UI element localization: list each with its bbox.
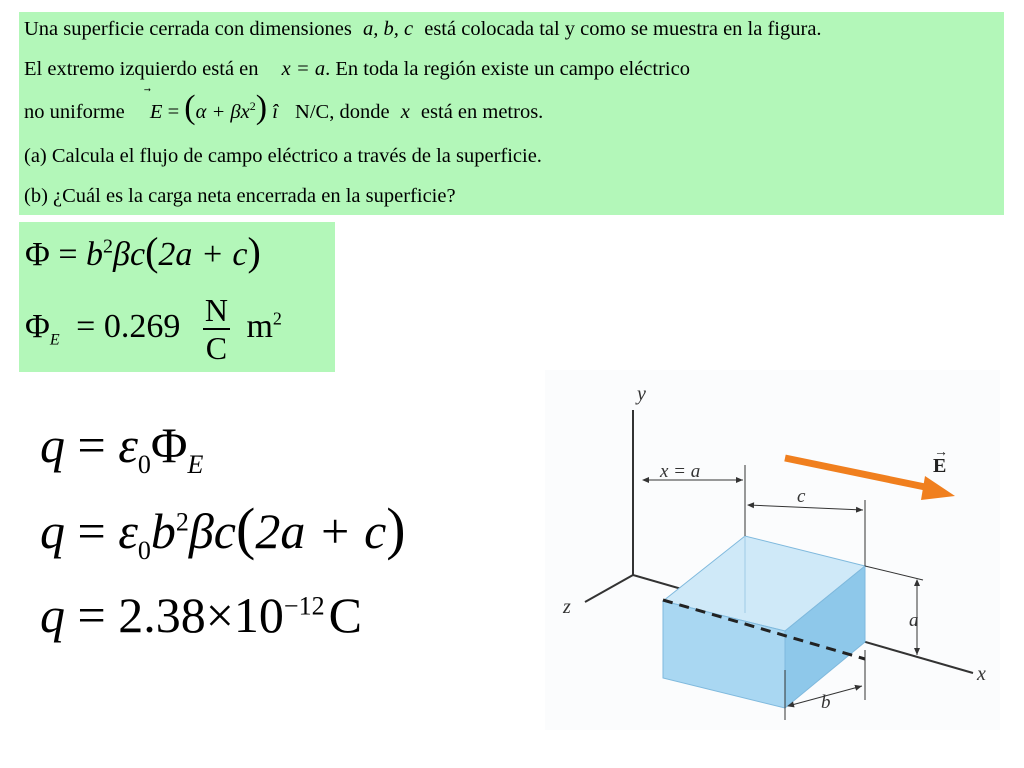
label-E-vector-arrow: →: [934, 445, 948, 460]
flux-value: $\Phi_E = 0.269$ $\frac{N}{C}$ $m^2$: [25, 292, 282, 366]
flux-result-box: [19, 222, 335, 372]
problem-line-2: El extremo izquierdo está en x = a. En toda la región existe un campo eléctrico: [24, 58, 690, 80]
question-a: (a) Calcula el flujo de campo eléctrico a través de la superficie.: [24, 145, 542, 167]
charge-eq-3: $q = 2.38\times 10^{-12}C$: [40, 587, 362, 643]
box-figure: [545, 370, 1000, 730]
question-b: (b) ¿Cuál es la carga neta encerrada en la superficie?: [24, 185, 456, 207]
label-c: c: [797, 486, 806, 507]
problem-line-3: no uniforme $E = (\alpha + \beta x^2)$ î N/C, donde x está en metros.: [24, 88, 544, 126]
label-a: a: [909, 610, 919, 631]
problem-line-1: Una superficie cerrada con dimensiones a, b, c está colocada tal y como se muestra en la figura.: [24, 18, 822, 40]
label-E: E: [933, 455, 947, 477]
charge-eq-1: $q = \varepsilon_0\Phi_E$: [40, 417, 204, 479]
problem-statement: [19, 12, 1004, 215]
field-vector: E: [149, 100, 163, 123]
charge-eq-2: $q = \varepsilon_0b^2\beta c(2a + c)$: [40, 496, 406, 565]
z-axis-label: z: [563, 596, 571, 618]
flux-formula: $\Phi = b^2\beta c(2a + c)$: [25, 229, 261, 274]
unit-fraction: $\frac{N}{C}$: [204, 292, 228, 366]
label-b: b: [821, 692, 831, 713]
x-axis-label: x: [977, 663, 986, 685]
y-axis-label: y: [637, 383, 646, 405]
label-x-eq-a: x = a: [660, 461, 701, 482]
